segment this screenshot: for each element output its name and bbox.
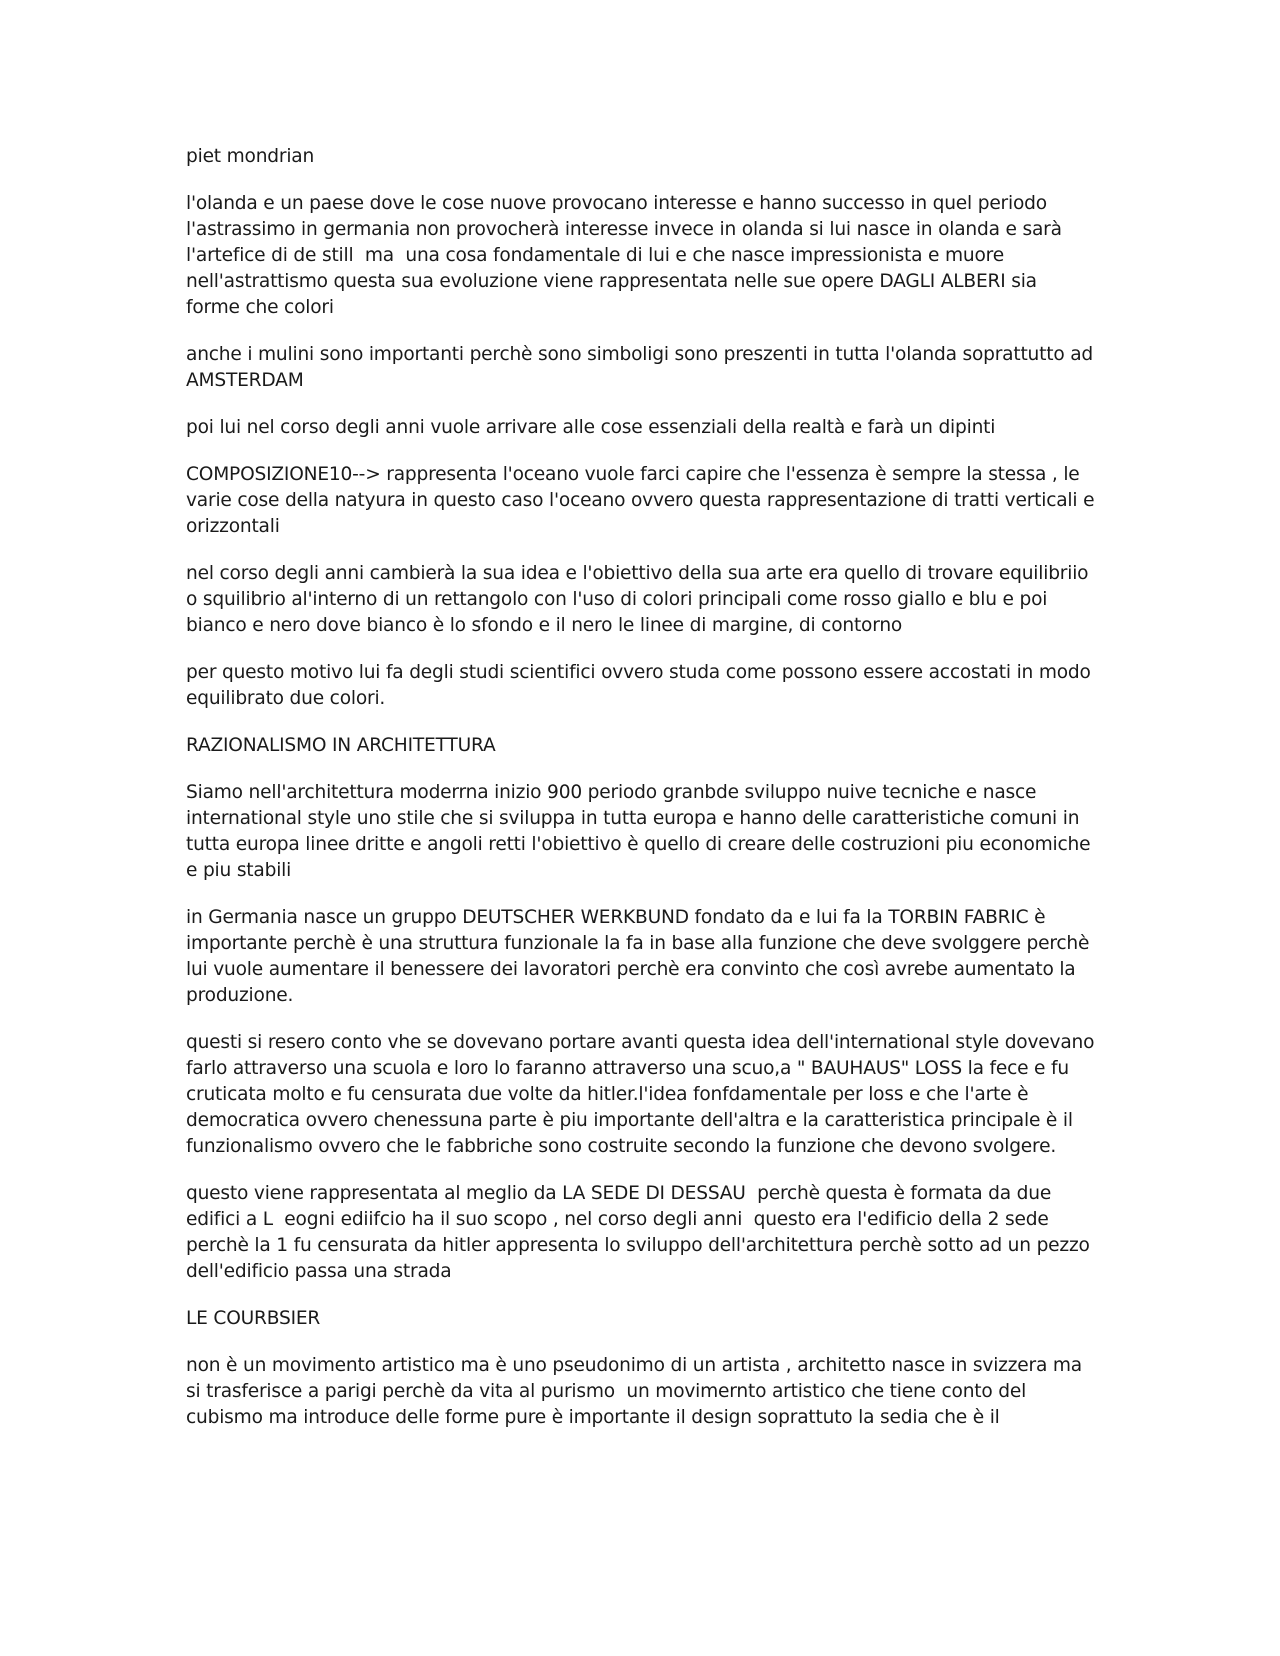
paragraph: l'olanda e un paese dove le cose nuove provocano interesse e hanno successo in quel periodo l'astrassimo in germania non provocherà interesse invece in olanda si lui nasce in olanda e sarà l'artefice di de still ma una cosa fondamentale di lui e che nasce impressionista e muore nell'astrattismo questa sua evoluzione viene rappresentata nelle sue opere DAGLI ALBERI sia forme che colori [186, 193, 1068, 318]
heading-razionalismo: RAZIONALISMO IN ARCHITETTURA [186, 735, 496, 756]
paragraph: non è un movimento artistico ma è uno pseudonimo di un artista , architetto nasce in svizzera ma si trasferisce a parigi perchè da vita al purismo un movimernto artistico che tiene conto del cubismo ma introduce delle forme pure è importante il design soprattuto la sedia che è il [186, 1355, 1088, 1428]
paragraph: Siamo nell'architettura moderrna inizio 900 periodo granbde sviluppo nuive tecniche e nasce international style uno stile che si sviluppa in tutta europa e hanno delle caratteristiche comuni in tutta europa linee dritte e angoli retti l'obiettivo è quello di creare delle costruzioni piu economiche e piu stabili [186, 782, 1097, 881]
paragraph: COMPOSIZIONE10--> rappresenta l'oceano vuole farci capire che l'essenza è sempre la stessa , le varie cose della natyura in questo caso l'oceano ovvero questa rappresentazione di tratti verticali e orizzontali [186, 464, 1101, 537]
document-body [186, 144, 1101, 1452]
paragraph: in Germania nasce un gruppo DEUTSCHER WERKBUND fondato da e lui fa la TORBIN FABRIC è importante perchè è una struttura funzionale la fa in base alla funzione che deve svolggere perchè lui vuole aumentare il benessere dei lavoratori perchè era convinto che così avrebe aumentato la produzione. [186, 907, 1095, 1006]
paragraph: poi lui nel corso degli anni vuole arrivare alle cose essenziali della realtà e farà un dipinti [186, 417, 996, 438]
heading-le-courbsier: LE COURBSIER [186, 1308, 321, 1329]
heading-piet-mondrian: piet mondrian [186, 146, 315, 167]
paragraph: questi si resero conto vhe se dovevano portare avanti questa idea dell'international style dovevano farlo attraverso una scuola e loro lo faranno attraverso una scuo,a " BAUHAUS" LOSS la fece e fu cruticata molto e fu censurata due volte da hitler.l'idea fonfdamentale per loss e che l'arte è democratica ovvero chenessuna parte è piu importante dell'altra e la caratteristica principale è il funzionalismo ovvero che le fabbriche sono costruite secondo la funzione che devono svolgere. [186, 1032, 1100, 1157]
paragraph: anche i mulini sono importanti perchè sono simboligi sono preszenti in tutta l'olanda soprattutto ad AMSTERDAM [186, 344, 1099, 391]
paragraph: per questo motivo lui fa degli studi scientifici ovvero studa come possono essere accostati in modo equilibrato due colori. [186, 662, 1097, 709]
paragraph: nel corso degli anni cambierà la sua idea e l'obiettivo della sua arte era quello di trovare equilibriio o squilibrio al'interno di un rettangolo con l'uso di colori principali come rosso giallo e blu e poi bianco e nero dove bianco è lo sfondo e il nero le linee di margine, di contorno [186, 563, 1095, 636]
paragraph: questo viene rappresentata al meglio da LA SEDE DI DESSAU perchè questa è formata da due edifici a L eogni ediifcio ha il suo scopo , nel corso degli anni questo era l'edificio della 2 sede perchè la 1 fu censurata da hitler appresenta lo sviluppo dell'architettura perchè sotto ad un pezzo dell'edificio passa una strada [186, 1183, 1096, 1282]
